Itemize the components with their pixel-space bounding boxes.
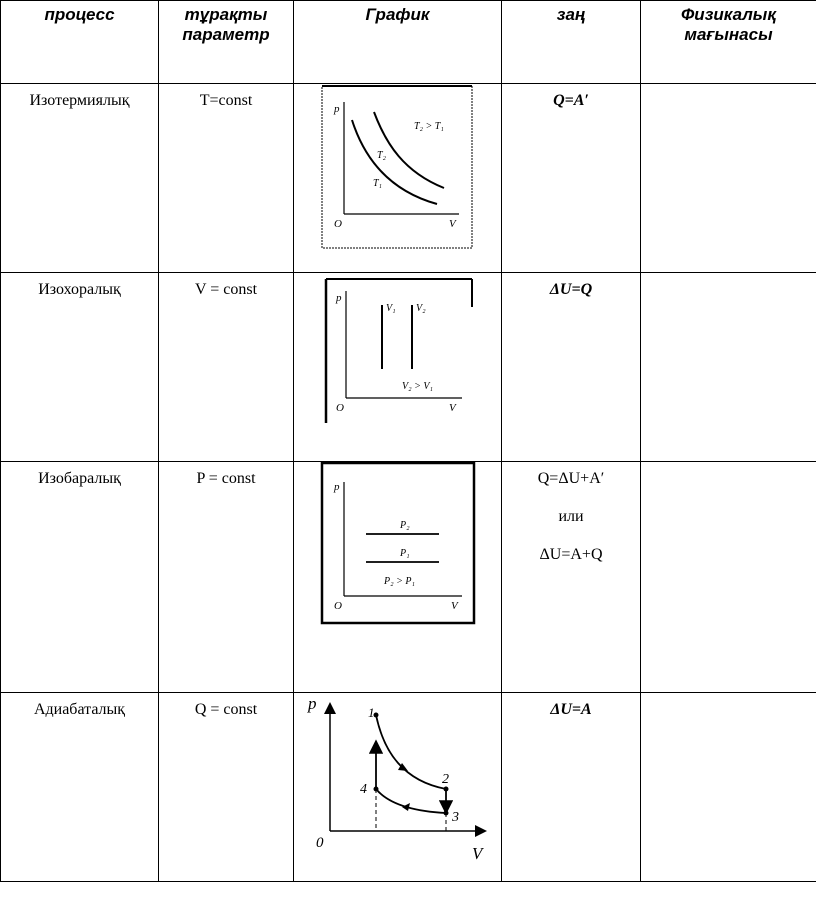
isotherm-t1	[352, 120, 437, 204]
origin-label: O	[336, 402, 344, 414]
header-law: заң	[502, 1, 641, 84]
process-name: Изобаралық	[1, 462, 159, 693]
meaning-cell	[641, 84, 816, 273]
p-axis-label: p	[334, 103, 340, 115]
law-formula: ΔU=Q	[549, 281, 593, 298]
relation-note: T₂ > T₁	[414, 121, 444, 132]
law-cell	[502, 273, 641, 462]
v-axis-label: V	[472, 844, 483, 863]
table-row	[1, 462, 816, 693]
isochoric-graph	[294, 273, 502, 461]
constant-param: P = const	[159, 462, 294, 693]
curve-label: V₂	[416, 303, 426, 314]
process-name: Изохоралық	[1, 273, 159, 462]
law-formula: Q=A′	[553, 92, 589, 109]
v-axis-label: V	[449, 218, 456, 230]
curve-label: P₂	[400, 520, 410, 531]
header-param: тұрақты параметр	[159, 1, 294, 84]
constant-param: Q = const	[159, 693, 294, 882]
law-formula-alt: ΔU=A+Q	[539, 546, 603, 563]
v-axis-label: V	[449, 402, 456, 414]
header-meaning: Физикалық мағынасы	[641, 1, 816, 84]
law-conjunction: или	[558, 508, 584, 525]
header-process: процесс	[1, 1, 159, 84]
law-formula: ΔU=A	[550, 701, 592, 718]
curve-label: V₁	[386, 303, 396, 314]
law-formula: Q=ΔU+A′	[537, 470, 605, 487]
table-row	[1, 84, 816, 273]
origin-label: O	[334, 218, 342, 230]
p-axis-label: p	[334, 481, 340, 493]
p-axis-label: p	[336, 292, 342, 304]
curve-label: T₁	[373, 178, 383, 189]
point-label: 4	[360, 782, 367, 797]
isobaric-graph	[294, 462, 502, 692]
point-label: 2	[442, 772, 449, 787]
process-name: Адиабаталық	[1, 693, 159, 882]
graph-cell	[294, 693, 502, 882]
law-cell	[502, 462, 641, 693]
graph-frame	[322, 463, 474, 623]
relation-note: V₂ > V₁	[402, 381, 433, 392]
curve-label: T₂	[377, 150, 387, 161]
origin-label: 0	[316, 835, 324, 851]
point-label: 3	[452, 810, 459, 825]
point-label: 1	[368, 705, 375, 720]
curve-label: P₁	[400, 548, 410, 559]
adiabat-4-3	[376, 789, 446, 813]
adiabatic-graph	[294, 693, 502, 881]
header-row	[1, 1, 816, 84]
graph-cell	[294, 462, 502, 693]
graph-cell	[294, 273, 502, 462]
meaning-cell	[641, 462, 816, 693]
law-cell	[502, 84, 641, 273]
meaning-cell	[641, 693, 816, 882]
origin-label: O	[334, 600, 342, 612]
v-axis-label: V	[451, 600, 458, 612]
table-row	[1, 693, 816, 882]
isothermal-graph	[294, 84, 502, 272]
relation-note: P₂ > P₁	[384, 576, 415, 587]
graph-cell	[294, 84, 502, 273]
constant-param: V = const	[159, 273, 294, 462]
arrow-3-4	[402, 803, 410, 811]
header-graph: График	[294, 1, 502, 84]
meaning-cell	[641, 273, 816, 462]
process-name: Изотермиялық	[1, 84, 159, 273]
p-axis-label: p	[308, 694, 317, 713]
table-row	[1, 273, 816, 462]
constant-param: T=const	[159, 84, 294, 273]
law-cell	[502, 693, 641, 882]
adiabat-1-2	[376, 715, 446, 789]
